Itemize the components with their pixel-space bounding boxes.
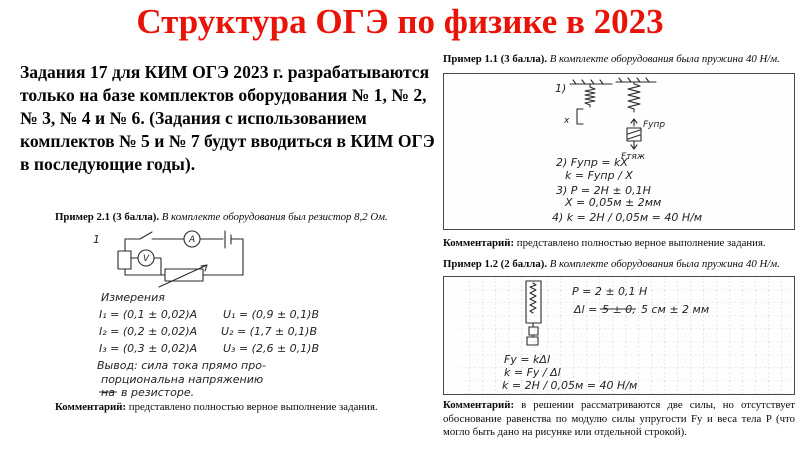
example-1-1-comment (443, 237, 795, 250)
handwritten-circuit-scan (55, 227, 395, 399)
hw-current-2: I₂ = (0,2 ± 0,02)А (99, 325, 198, 338)
hw-measurements-title: Измерения (101, 291, 165, 304)
example-1-2-comment (443, 399, 795, 439)
hw-current-1: I₁ = (0,1 ± 0,02)А (99, 308, 198, 321)
circuit-drawing (118, 231, 243, 287)
hw-eq-k-formula: k = Fупр / X (565, 169, 633, 182)
handwritten-grid-solution (444, 277, 794, 394)
slide-title: Структура ОГЭ по физике в 2023 (136, 2, 664, 41)
hw-f-tyazh-label: Fтяж (621, 152, 645, 162)
comment-text: представлено полностью верное выполнение задания. (128, 401, 378, 413)
hw-eq-k-formula: k = Fу / Δl (504, 366, 561, 380)
voltmeter-letter: V (143, 254, 150, 264)
hw-voltage-2: U₂ = (1,7 ± 0,1)В (221, 325, 317, 338)
example-2-1-comment (55, 401, 395, 414)
example-1-2-scan (443, 276, 795, 395)
comment-label: Комментарий: (443, 237, 515, 249)
comment-label: Комментарий: (443, 399, 515, 412)
intro-text: Задания 17 для КИМ ОГЭ 2023 г. разрабатываются только на базе комплектов оборудования № 1, № 2, № 3, № 4 и № 6. (Задания с использованием комплектов № 5 и № 7 будут вводиться в КИМ ОГЭ в последующие годы). (20, 62, 435, 174)
hw-eq-weight: 3) P = 2Н ± 0,1Н (556, 184, 651, 197)
hw-conclusion-strike: на (101, 386, 115, 399)
comment-text: в решении рассматриваются две силы, но отсутствует обоснование равенства по модулю силы упругости Fу и веса тела P (что могло быть дано на рисунке или отдельной строкой). (443, 399, 795, 439)
ammeter-letter: A (189, 235, 196, 245)
hw-eq-result: k = 2Н / 0,05м = 40 Н/м (502, 379, 638, 393)
example-2-1-section (55, 211, 395, 414)
comment-text: представлено полностью верное выполнение задания. (516, 237, 766, 249)
hw-dl-corrected: 5 см ± 2 мм (641, 303, 710, 317)
hw-current-3: I₃ = (0,3 ± 0,02)А (99, 342, 198, 355)
hw-eq-extension: X = 0,05м ± 2мм (565, 196, 662, 209)
hw-conclusion-line1: Вывод: сила тока прямо про- (97, 359, 266, 372)
example-1-2-header (443, 258, 795, 271)
example-1-1-header (443, 53, 795, 66)
hw-dl-strikeout: 5 ± 0, (602, 303, 636, 317)
hw-conclusion-line2: порциональна напряжению (101, 373, 264, 386)
example-1-1-label: Пример 1.1 (3 балла). (443, 53, 548, 65)
hw-eq-hooke: 2) Fупр = kX (556, 156, 628, 169)
hw-eq-force: Fу = kΔl (504, 353, 550, 367)
example-1-1-task: В комплекте оборудования была пружина 40 Н/м. (549, 53, 780, 65)
hw-x-label: x (564, 116, 570, 126)
hw-eq-result: 4) k = 2Н / 0,05м = 40 Н/м (552, 211, 703, 224)
hw-page-number: 1 (93, 233, 100, 246)
hw-conclusion-line3: в резисторе. (121, 386, 195, 399)
hw-p-value: P = 2 ± 0,1 Н (572, 285, 648, 299)
hw-f-upr-label: Fупр (643, 120, 666, 130)
example-2-1-header (55, 211, 395, 224)
example-1-2-task: В комплекте оборудования была пружина 40 Н/м. (549, 258, 780, 271)
example-1-2-label: Пример 1.2 (2 балла). (443, 258, 548, 271)
handwritten-spring-solution (444, 74, 794, 229)
example-1-1-scan (443, 73, 795, 230)
spring-drawing (570, 78, 656, 149)
hw-voltage-1: U₁ = (0,9 ± 0,1)В (223, 308, 319, 321)
example-2-1-label: Пример 2.1 (3 балла). (55, 211, 160, 223)
comment-label: Комментарий: (55, 401, 127, 413)
hw-dl-label: Δl = (574, 303, 598, 317)
example-2-1-task: В комплекте оборудования был резистор 8,2 Ом. (161, 211, 388, 223)
right-column (443, 53, 795, 440)
hw-step1-number: 1) (555, 82, 567, 95)
hw-voltage-3: U₃ = (2,6 ± 0,1)В (223, 342, 319, 355)
resistor-icon (118, 251, 131, 269)
